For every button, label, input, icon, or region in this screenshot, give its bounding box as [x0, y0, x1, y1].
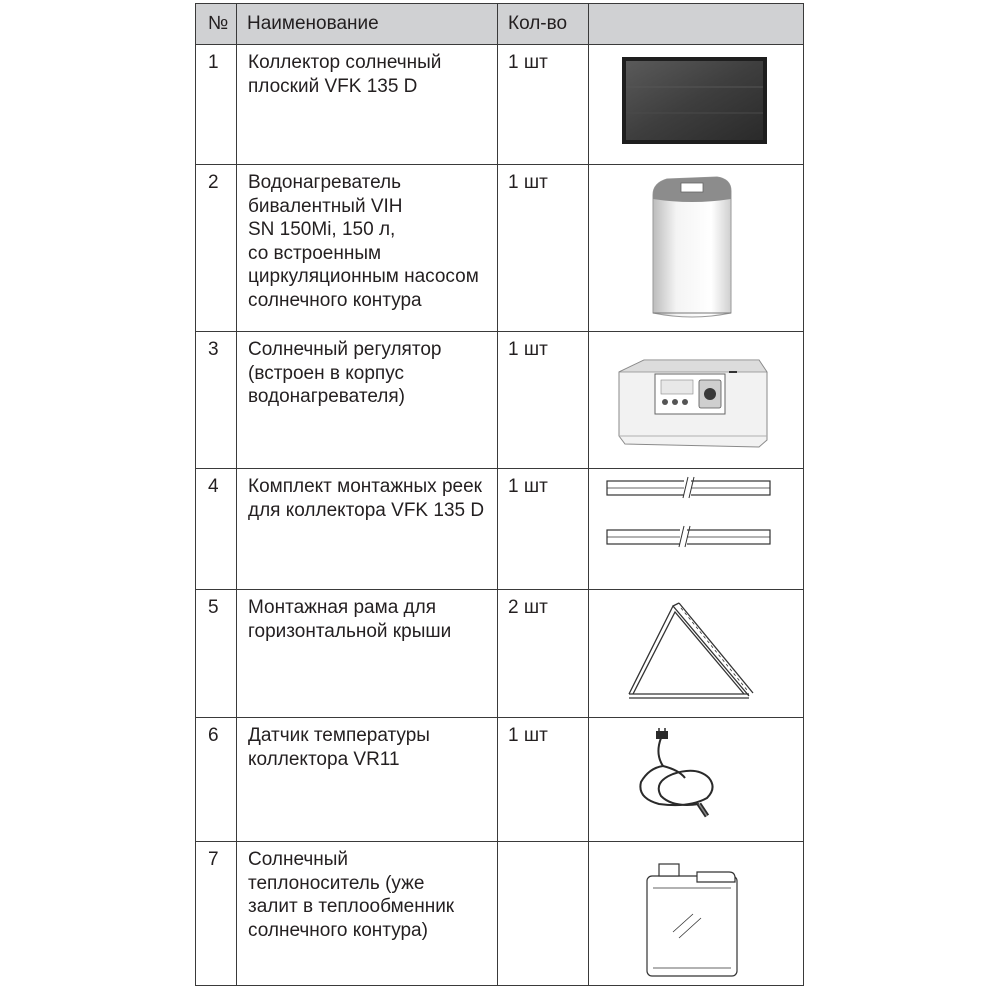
- mounting-rails-icon: [589, 469, 804, 590]
- flat-solar-collector-icon: [589, 45, 804, 165]
- table-row: [196, 718, 804, 842]
- row-number: 1: [196, 45, 237, 165]
- row-quantity: 2 шт: [498, 590, 589, 718]
- fluid-canister-icon: [589, 842, 804, 986]
- row-name: Монтажная рама для горизонтальной крыши: [237, 590, 498, 718]
- temperature-sensor-icon: [589, 718, 804, 842]
- row-number: 3: [196, 332, 237, 469]
- row-name: Солнечный теплоноситель (уже залит в теплообменник солнечного контура): [237, 842, 498, 986]
- row-number: 7: [196, 842, 237, 986]
- table-row: [196, 469, 804, 590]
- row-number: 5: [196, 590, 237, 718]
- row-number: 6: [196, 718, 237, 842]
- table-row: [196, 332, 804, 469]
- row-name: Солнечный регулятор (встроен в корпус водонагревателя): [237, 332, 498, 469]
- mounting-frame-icon: [589, 590, 804, 718]
- row-number: 2: [196, 165, 237, 332]
- header-quantity: Кол-во: [498, 4, 589, 45]
- table-row: [196, 842, 804, 986]
- table-row: [196, 165, 804, 332]
- row-quantity: 1 шт: [498, 718, 589, 842]
- row-name: Датчик температуры коллектора VR11: [237, 718, 498, 842]
- row-quantity: [498, 842, 589, 986]
- table-header-row: [196, 4, 804, 45]
- solar-controller-icon: [589, 332, 804, 469]
- header-name: Наименование: [237, 4, 498, 45]
- row-quantity: 1 шт: [498, 332, 589, 469]
- row-number: 4: [196, 469, 237, 590]
- header-number: №: [196, 4, 237, 45]
- header-image: [589, 4, 804, 45]
- table-row: [196, 45, 804, 165]
- row-quantity: 1 шт: [498, 165, 589, 332]
- parts-table: [195, 3, 804, 986]
- table-row: [196, 590, 804, 718]
- row-name: Комплект монтажных реек для коллектора VFK 135 D: [237, 469, 498, 590]
- row-quantity: 1 шт: [498, 45, 589, 165]
- row-quantity: 1 шт: [498, 469, 589, 590]
- row-name: Коллектор солнечный плоский VFK 135 D: [237, 45, 498, 165]
- row-name: Водонагреватель бивалентный VIH SN 150Mi, 150 л, со встроенным циркуляционным насосом солнечного контура: [237, 165, 498, 332]
- water-heater-icon: [589, 165, 804, 332]
